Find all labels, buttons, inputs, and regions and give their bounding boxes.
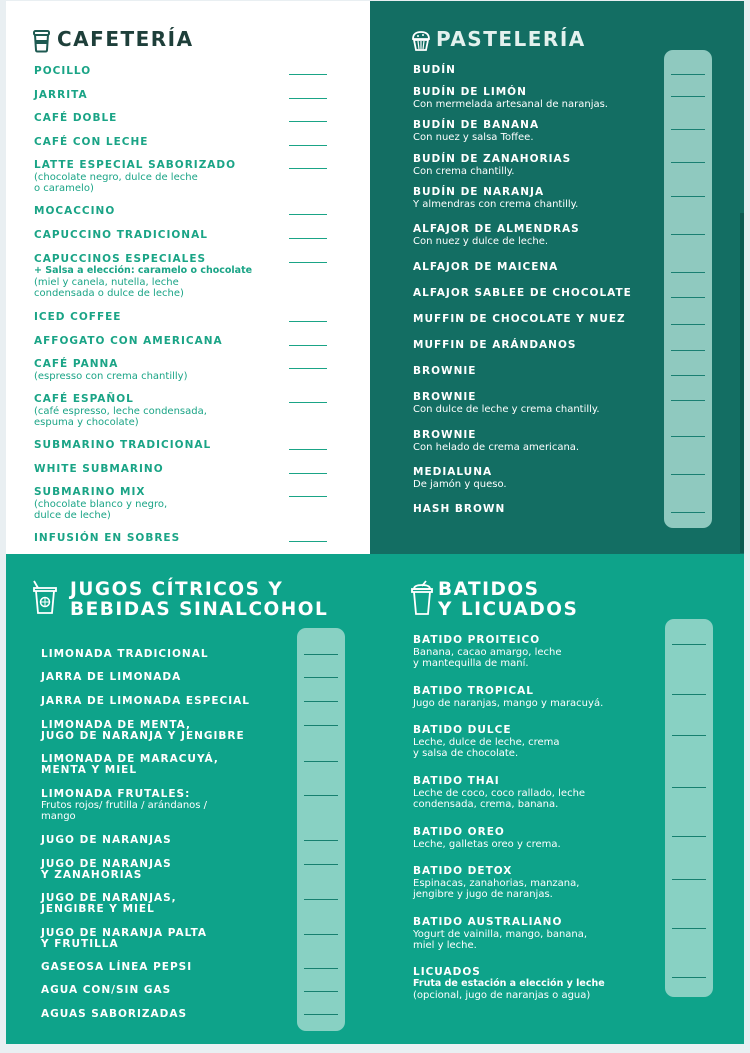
cafeteria-title	[31, 29, 194, 49]
item-name: LIMONADA FRUTALES:	[41, 788, 191, 800]
menu-item	[34, 359, 187, 382]
item-blank-line	[289, 262, 327, 263]
menu-item	[413, 262, 558, 273]
item-blank-line	[304, 677, 338, 678]
item-blank-line	[289, 145, 327, 146]
menu-item	[41, 720, 245, 742]
item-blank-line	[304, 991, 338, 992]
item-description: De jamón y queso.	[413, 479, 507, 490]
item-blank-line	[671, 375, 705, 376]
item-name: Y FRUTILLA	[41, 938, 119, 950]
item-name: MUFFIN DE ARÁNDANOS	[413, 339, 577, 351]
item-name: CAFÉ PANNA	[34, 358, 119, 370]
menu-item	[413, 686, 603, 709]
menu-item	[413, 635, 562, 669]
menu-item	[413, 917, 587, 951]
item-name: BATIDO TROPICAL	[413, 685, 534, 697]
batidos-section	[370, 554, 744, 1044]
menu-item	[34, 137, 148, 148]
item-blank-line	[289, 98, 327, 99]
item-description: Leche, galletas oreo y crema.	[413, 839, 561, 850]
jugos-section	[6, 554, 370, 1044]
order-column	[297, 628, 345, 1031]
pasteleria-section	[370, 1, 744, 554]
item-name: JUGO DE NARANJA Y JENGIBRE	[41, 730, 245, 742]
menu-item	[413, 430, 579, 453]
item-blank-line	[671, 512, 705, 513]
item-blank-line	[289, 214, 327, 215]
item-blank-line	[289, 473, 327, 474]
item-name: MOCACCINO	[34, 205, 116, 217]
item-name: ALFAJOR SABLEE DE CHOCOLATE	[413, 287, 632, 299]
item-blank-line	[304, 761, 338, 762]
item-name: POCILLO	[34, 65, 92, 77]
item-description: Con nuez y salsa Toffee.	[413, 132, 534, 143]
item-description: o caramelo)	[34, 183, 94, 194]
item-name: BUDÍN	[413, 64, 456, 76]
menu-item	[34, 312, 121, 323]
menu-item	[34, 440, 211, 451]
item-note: + Salsa a elección: caramelo o chocolate	[34, 265, 253, 276]
menu-item	[413, 224, 580, 247]
item-name: ICED COFFEE	[34, 311, 122, 323]
item-blank-line	[672, 879, 706, 880]
item-blank-line	[671, 74, 705, 75]
item-name: JUGO DE NARANJAS	[41, 858, 172, 870]
item-name: ALFAJOR DE MAICENA	[413, 261, 559, 273]
item-description: condensada, crema, banana.	[413, 799, 559, 810]
item-blank-line	[672, 694, 706, 695]
item-blank-line	[304, 840, 338, 841]
item-blank-line	[289, 449, 327, 450]
item-blank-line	[672, 977, 706, 978]
menu-item	[41, 835, 172, 846]
item-blank-line	[304, 1014, 338, 1015]
item-description: (opcional, jugo de naranjas o agua)	[413, 989, 591, 1001]
item-blank-line	[672, 644, 706, 645]
menu-item	[413, 288, 632, 299]
pasteleria-title	[410, 29, 586, 49]
item-blank-line	[672, 836, 706, 837]
item-blank-line	[304, 795, 338, 796]
item-name: BATIDO DETOX	[413, 865, 513, 877]
item-name: BATIDO THAI	[413, 775, 500, 787]
item-name: MENTA Y MIEL	[41, 764, 138, 776]
item-blank-line	[304, 654, 338, 655]
item-description: (chocolate blanco y negro,	[34, 499, 168, 510]
item-name: Y ZANAHORIAS	[41, 869, 143, 881]
item-description: Con mermelada artesanal de naranjas.	[413, 99, 608, 110]
item-blank-line	[672, 787, 706, 788]
item-name: JARRA DE LIMONADA	[41, 671, 182, 683]
item-name: BROWNIE	[413, 429, 477, 441]
item-description: miel y leche.	[413, 940, 477, 951]
item-description: Yogurt de vainilla, mango, banana,	[413, 929, 588, 940]
item-name: BUDÍN DE LIMÓN	[413, 86, 527, 98]
item-blank-line	[289, 345, 327, 346]
item-name: GASEOSA LÍNEA PEPSI	[41, 961, 193, 973]
menu-item	[41, 859, 172, 881]
item-name: AGUAS SABORIZADAS	[41, 1008, 188, 1020]
item-blank-line	[671, 474, 705, 475]
item-blank-line	[289, 321, 327, 322]
item-name: BUDÍN DE ZANAHORIAS	[413, 153, 572, 165]
item-description: Con helado de crema americana.	[413, 442, 580, 453]
menu-item	[34, 464, 164, 475]
menu-item	[41, 789, 207, 822]
item-blank-line	[671, 196, 705, 197]
menu-item	[413, 392, 600, 415]
menu-item	[41, 754, 219, 776]
item-name: BATIDO DULCE	[413, 724, 512, 736]
item-name: JARRITA	[34, 89, 88, 101]
item-name: SUBMARINO TRADICIONAL	[34, 439, 212, 451]
item-name: CAFÉ ESPAÑOL	[34, 393, 134, 405]
item-blank-line	[289, 402, 327, 403]
menu-item	[41, 962, 192, 973]
menu-item	[413, 827, 561, 850]
menu-item	[413, 154, 571, 177]
menu-item	[413, 65, 456, 76]
item-description: y salsa de chocolate.	[413, 748, 519, 759]
item-blank-line	[304, 968, 338, 969]
item-blank-line	[671, 234, 705, 235]
menu-item	[34, 254, 252, 299]
item-description: jengibre y jugo de naranjas.	[413, 889, 553, 900]
item-name: CAPUCCINOS ESPECIALES	[34, 253, 207, 265]
menu-item	[34, 533, 180, 544]
item-name: LICUADOS	[413, 966, 481, 978]
menu-item	[41, 985, 171, 996]
item-description: Frutos rojos/ frutilla / arándanos /	[41, 800, 208, 811]
item-blank-line	[289, 238, 327, 239]
item-description: Leche, dulce de leche, crema	[413, 737, 560, 748]
menu-item	[413, 866, 579, 900]
menu-item	[34, 66, 91, 77]
item-blank-line	[289, 496, 327, 497]
menu-item	[413, 187, 578, 210]
menu-item	[413, 120, 539, 143]
item-name: CAFÉ DOBLE	[34, 112, 118, 124]
menu-item	[413, 725, 560, 759]
cafeteria-section	[6, 1, 370, 554]
item-name: BUDÍN DE BANANA	[413, 119, 540, 131]
item-name: LIMONADA DE MARACUYÁ,	[41, 753, 219, 765]
item-blank-line	[672, 735, 706, 736]
menu-item	[41, 893, 177, 915]
item-description: dulce de leche)	[34, 510, 111, 521]
menu-item	[41, 649, 209, 660]
menu-item	[413, 504, 505, 515]
item-blank-line	[289, 121, 327, 122]
item-description: mango	[41, 811, 76, 822]
item-name: JENGIBRE Y MIEL	[41, 903, 155, 915]
item-blank-line	[671, 350, 705, 351]
pasteleria-title-text: PASTELERÍA	[436, 27, 586, 51]
order-column	[665, 619, 713, 997]
item-note: Fruta de estación a elección y leche	[413, 978, 605, 989]
item-blank-line	[304, 701, 338, 702]
item-description: (chocolate negro, dulce de leche	[34, 172, 198, 183]
item-name: JUGO DE NARANJAS,	[41, 892, 177, 904]
menu-item	[41, 1009, 187, 1020]
item-description: Con nuez y dulce de leche.	[413, 236, 549, 247]
item-name: LATTE ESPECIAL SABORIZADO	[34, 159, 237, 171]
item-blank-line	[671, 400, 705, 401]
item-description: (café espresso, leche condensada,	[34, 406, 207, 417]
menu-item	[34, 113, 117, 124]
item-blank-line	[289, 74, 327, 75]
menu-item	[41, 928, 207, 950]
item-name: BATIDO PROITEICO	[413, 634, 541, 646]
cupcake-icon	[410, 29, 432, 53]
item-name: CAFÉ CON LECHE	[34, 136, 149, 148]
juice-glass-icon	[32, 580, 58, 616]
menu-item	[34, 90, 88, 101]
menu-item	[34, 230, 208, 241]
menu-item	[413, 967, 605, 1001]
item-name: SUBMARINO MIX	[34, 486, 146, 498]
item-name: JUGO DE NARANJAS	[41, 834, 172, 846]
item-name: BROWNIE	[413, 391, 477, 403]
item-description: Con dulce de leche y crema chantilly.	[413, 404, 600, 415]
item-name: ALFAJOR DE ALMENDRAS	[413, 223, 580, 235]
item-blank-line	[289, 541, 327, 542]
item-name: BUDÍN DE NARANJA	[413, 186, 545, 198]
menu-item	[41, 672, 181, 683]
item-name: MUFFIN DE CHOCOLATE Y NUEZ	[413, 313, 626, 325]
item-name: JUGO DE NARANJA PALTA	[41, 927, 208, 939]
item-name: WHITE SUBMARINO	[34, 463, 164, 475]
batidos-title-line: BATIDOS	[438, 579, 540, 600]
scrollbar[interactable]	[740, 213, 744, 553]
item-blank-line	[304, 899, 338, 900]
item-description: (miel y canela, nutella, leche	[34, 276, 179, 288]
order-column	[664, 50, 712, 528]
menu-item	[413, 776, 585, 810]
item-name: HASH BROWN	[413, 503, 506, 515]
menu-item	[413, 366, 476, 377]
menu-item	[41, 696, 250, 707]
coffee-cup-icon	[31, 29, 53, 53]
item-description: y mantequilla de maní.	[413, 658, 529, 669]
item-name: CAPUCCINO TRADICIONAL	[34, 229, 208, 241]
item-description: condensada o dulce de leche)	[34, 287, 184, 299]
item-blank-line	[671, 436, 705, 437]
menu-item	[34, 336, 223, 347]
menu-item	[413, 87, 608, 110]
jugos-title-line: JUGOS CÍTRICOS Y	[70, 579, 284, 600]
item-name: AGUA CON/SIN GAS	[41, 984, 172, 996]
menu-item	[34, 206, 115, 217]
jugos-title	[32, 580, 328, 620]
item-name: LIMONADA DE MENTA,	[41, 719, 191, 731]
item-description: Y almendras con crema chantilly.	[413, 199, 579, 210]
item-description: (espresso con crema chantilly)	[34, 371, 188, 382]
item-name: JARRA DE LIMONADA ESPECIAL	[41, 695, 250, 707]
item-blank-line	[671, 272, 705, 273]
item-blank-line	[304, 725, 338, 726]
menu-item	[413, 314, 626, 325]
item-blank-line	[289, 168, 327, 169]
cafeteria-title-text: CAFETERÍA	[57, 27, 194, 51]
menu-item	[34, 160, 236, 194]
item-description: Leche de coco, coco rallado, leche	[413, 788, 586, 799]
item-description: Banana, cacao amargo, leche	[413, 647, 562, 658]
smoothie-cup-icon	[410, 580, 434, 616]
menu-item	[34, 487, 167, 521]
item-description: Espinacas, zanahorias, manzana,	[413, 878, 580, 889]
item-blank-line	[671, 324, 705, 325]
item-name: MEDIALUNA	[413, 466, 493, 478]
item-name: BATIDO OREO	[413, 826, 505, 838]
item-blank-line	[671, 129, 705, 130]
item-name: INFUSIÓN EN SOBRES	[34, 532, 181, 544]
item-blank-line	[304, 934, 338, 935]
item-name: AFFOGATO CON AMERICANA	[34, 335, 223, 347]
menu-item	[413, 467, 507, 490]
item-name: LIMONADA TRADICIONAL	[41, 648, 209, 660]
batidos-title-line: Y LICUADOS	[438, 599, 579, 620]
item-blank-line	[304, 864, 338, 865]
item-name: BATIDO AUSTRALIANO	[413, 916, 563, 928]
item-name: BROWNIE	[413, 365, 477, 377]
item-blank-line	[671, 96, 705, 97]
menu-item	[34, 394, 207, 428]
item-description: Con crema chantilly.	[413, 166, 515, 177]
item-description: Jugo de naranjas, mango y maracuyá.	[413, 698, 604, 709]
item-description: espuma y chocolate)	[34, 417, 139, 428]
jugos-title-line: BEBIDAS SINALCOHOL	[70, 599, 329, 620]
menu-item	[413, 340, 576, 351]
batidos-title	[410, 580, 578, 620]
item-blank-line	[671, 297, 705, 298]
item-blank-line	[672, 928, 706, 929]
item-blank-line	[289, 368, 327, 369]
item-blank-line	[671, 162, 705, 163]
